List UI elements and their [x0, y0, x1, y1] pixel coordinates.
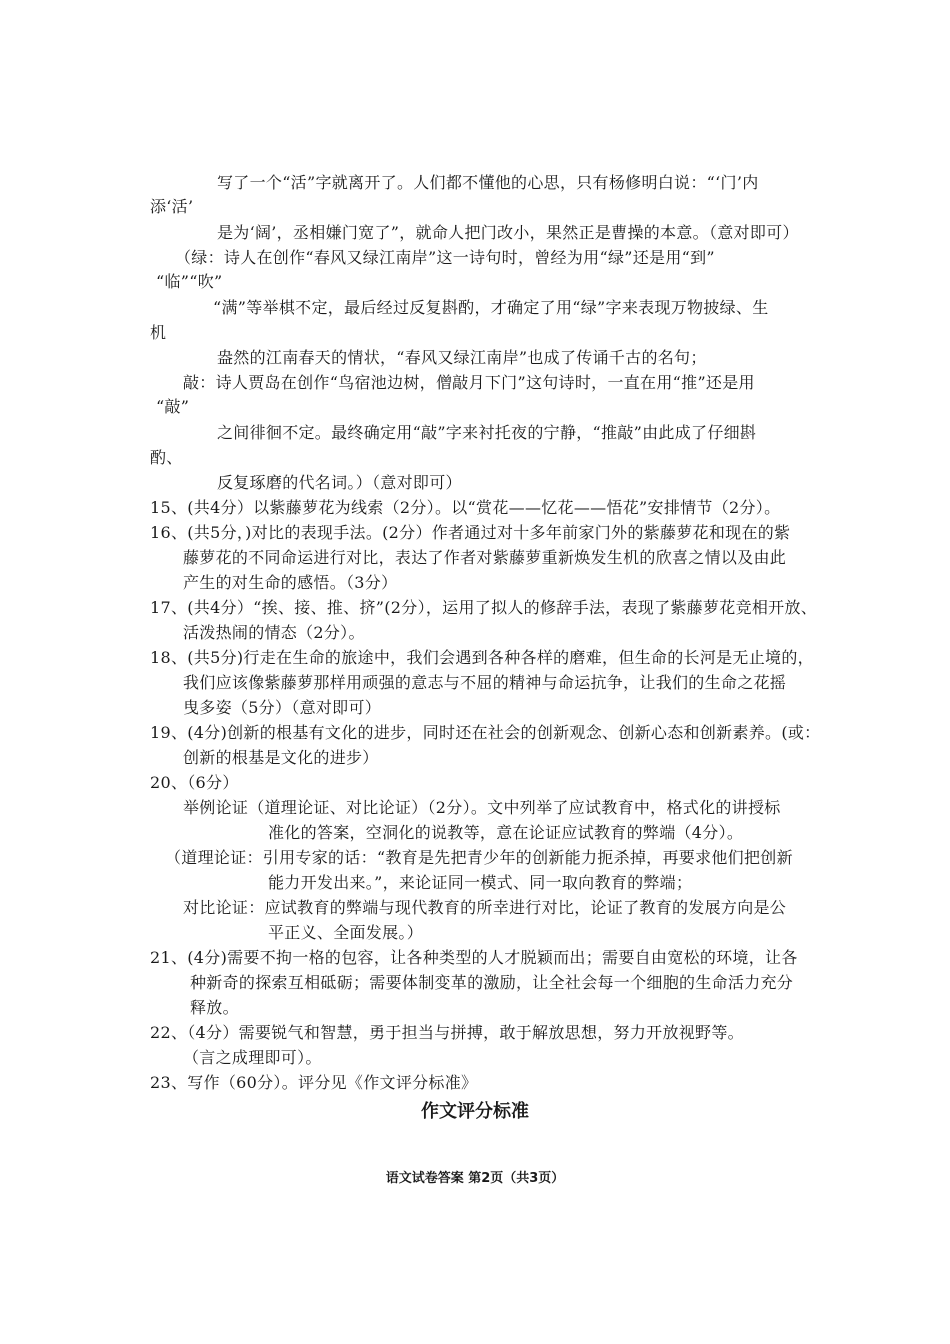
text-line: （绿：诗人在创作“春风又绿江南岸”这一诗句时，曾经为用“绿”还是用“到” [175, 248, 715, 267]
text-line: 23、写作（60分）。评分见《作文评分标准》 [150, 1073, 478, 1092]
text-line: “满”等举棋不定，最后经过反复斟酌，才确定了用“绿”字来表现万物披绿、生 [213, 298, 769, 317]
text-line: 准化的答案，空洞化的说教等，意在论证应试教育的弊端（4分）。 [268, 823, 744, 842]
text-line: 曳多姿（5分）（意对即可） [183, 698, 382, 717]
page-footer: 语文试卷答案 第2页（共3页） [385, 1171, 565, 1186]
text-line: 21、(4分)需要不拘一格的包容，让各种类型的人才脱颖而出；需要自由宽松的环境，让各 [150, 948, 798, 967]
text-line: 19、(4分)创新的根基有文化的进步，同时还在社会的创新观念、创新心态和创新素养。(或： [150, 723, 821, 742]
text-line: 活泼热闹的情态（2分）。 [183, 623, 365, 642]
text-line: 释放。 [190, 998, 239, 1017]
text-line: 22、（4分）需要锐气和智慧，勇于担当与拼搏，敢于解放思想，努力开放视野等。 [150, 1023, 744, 1042]
text-line: 机 [150, 323, 167, 342]
text-line: 敲：诗人贾岛在创作“鸟宿池边树，僧敲月下门”这句诗时，一直在用“推”还是用 [183, 373, 755, 392]
text-line: 之间徘徊不定。最终确定用“敲”字来衬托夜的宁静，“推敲”由此成了仔细斟 [217, 423, 757, 442]
text-line: 反复琢磨的代名词。）（意对即可） [217, 473, 462, 492]
text-line: 16、(共5分，)对比的表现手法。(2分）作者通过对十多年前家门外的紫藤萝花和现在的紫 [150, 523, 791, 542]
text-line: （道理论证：引用专家的话：“教育是先把青少年的创新能力扼杀掉，再要求他们把创新 [165, 848, 793, 867]
text-line: 15、(共4分）以紫藤萝花为线索（2分）。以“赏花——忆花——悟花”安排情节（2分）。 [150, 498, 781, 517]
text-line: 盎然的江南春天的情状，“春风又绿江南岸”也成了传诵千古的名句； [217, 348, 707, 367]
section-title: 作文评分标准 [421, 1101, 529, 1122]
text-line: 18、(共5分)行走在生命的旅途中，我们会遇到各种各样的磨难，但生命的长河是无止境的， [150, 648, 814, 667]
text-line: “临”“吹” [156, 272, 223, 291]
text-line: 添‘活’ [150, 197, 194, 216]
text-line: 是为‘阔’，丞相嫌门宽了”，就命人把门改小，果然正是曹操的本意。（意对即可） [217, 223, 799, 242]
text-line: 写了一个“活”字就离开了。人们都不懂他的心思，只有杨修明白说：“‘门’内 [217, 173, 759, 192]
text-line: 创新的根基是文化的进步） [183, 748, 379, 767]
text-line: “敲” [156, 397, 190, 416]
text-line: 藤萝花的不同命运进行对比，表达了作者对紫藤萝重新焕发生机的欣喜之情以及由此 [183, 548, 787, 567]
text-line: （言之成理即可）。 [183, 1048, 322, 1067]
text-line: 17、(共4分）“挨、接、推、挤”(2分），运用了拟人的修辞手法，表现了紫藤萝花竞相开放、 [150, 598, 818, 617]
text-line: 种新奇的探索互相砥砺；需要体制变革的激励，让全社会每一个细胞的生命活力充分 [190, 973, 794, 992]
text-line: 举例论证（道理论证、对比论证）（2分）。文中列举了应试教育中，格式化的讲授标 [183, 798, 781, 817]
text-line: 酌、 [150, 448, 183, 467]
text-line: 产生的对生命的感悟。（3分） [183, 573, 398, 592]
text-line: 我们应该像紫藤萝那样用顽强的意志与不屈的精神与命运抗争，让我们的生命之花摇 [183, 673, 787, 692]
text-line: 20、（6分） [150, 773, 239, 792]
text-line: 能力开发出来。”，来论证同一模式、同一取向教育的弊端； [268, 873, 693, 892]
text-line: 平正义、全面发展。） [268, 923, 424, 942]
text-line: 对比论证：应试教育的弊端与现代教育的所幸进行对比，论证了教育的发展方向是公 [183, 898, 787, 917]
